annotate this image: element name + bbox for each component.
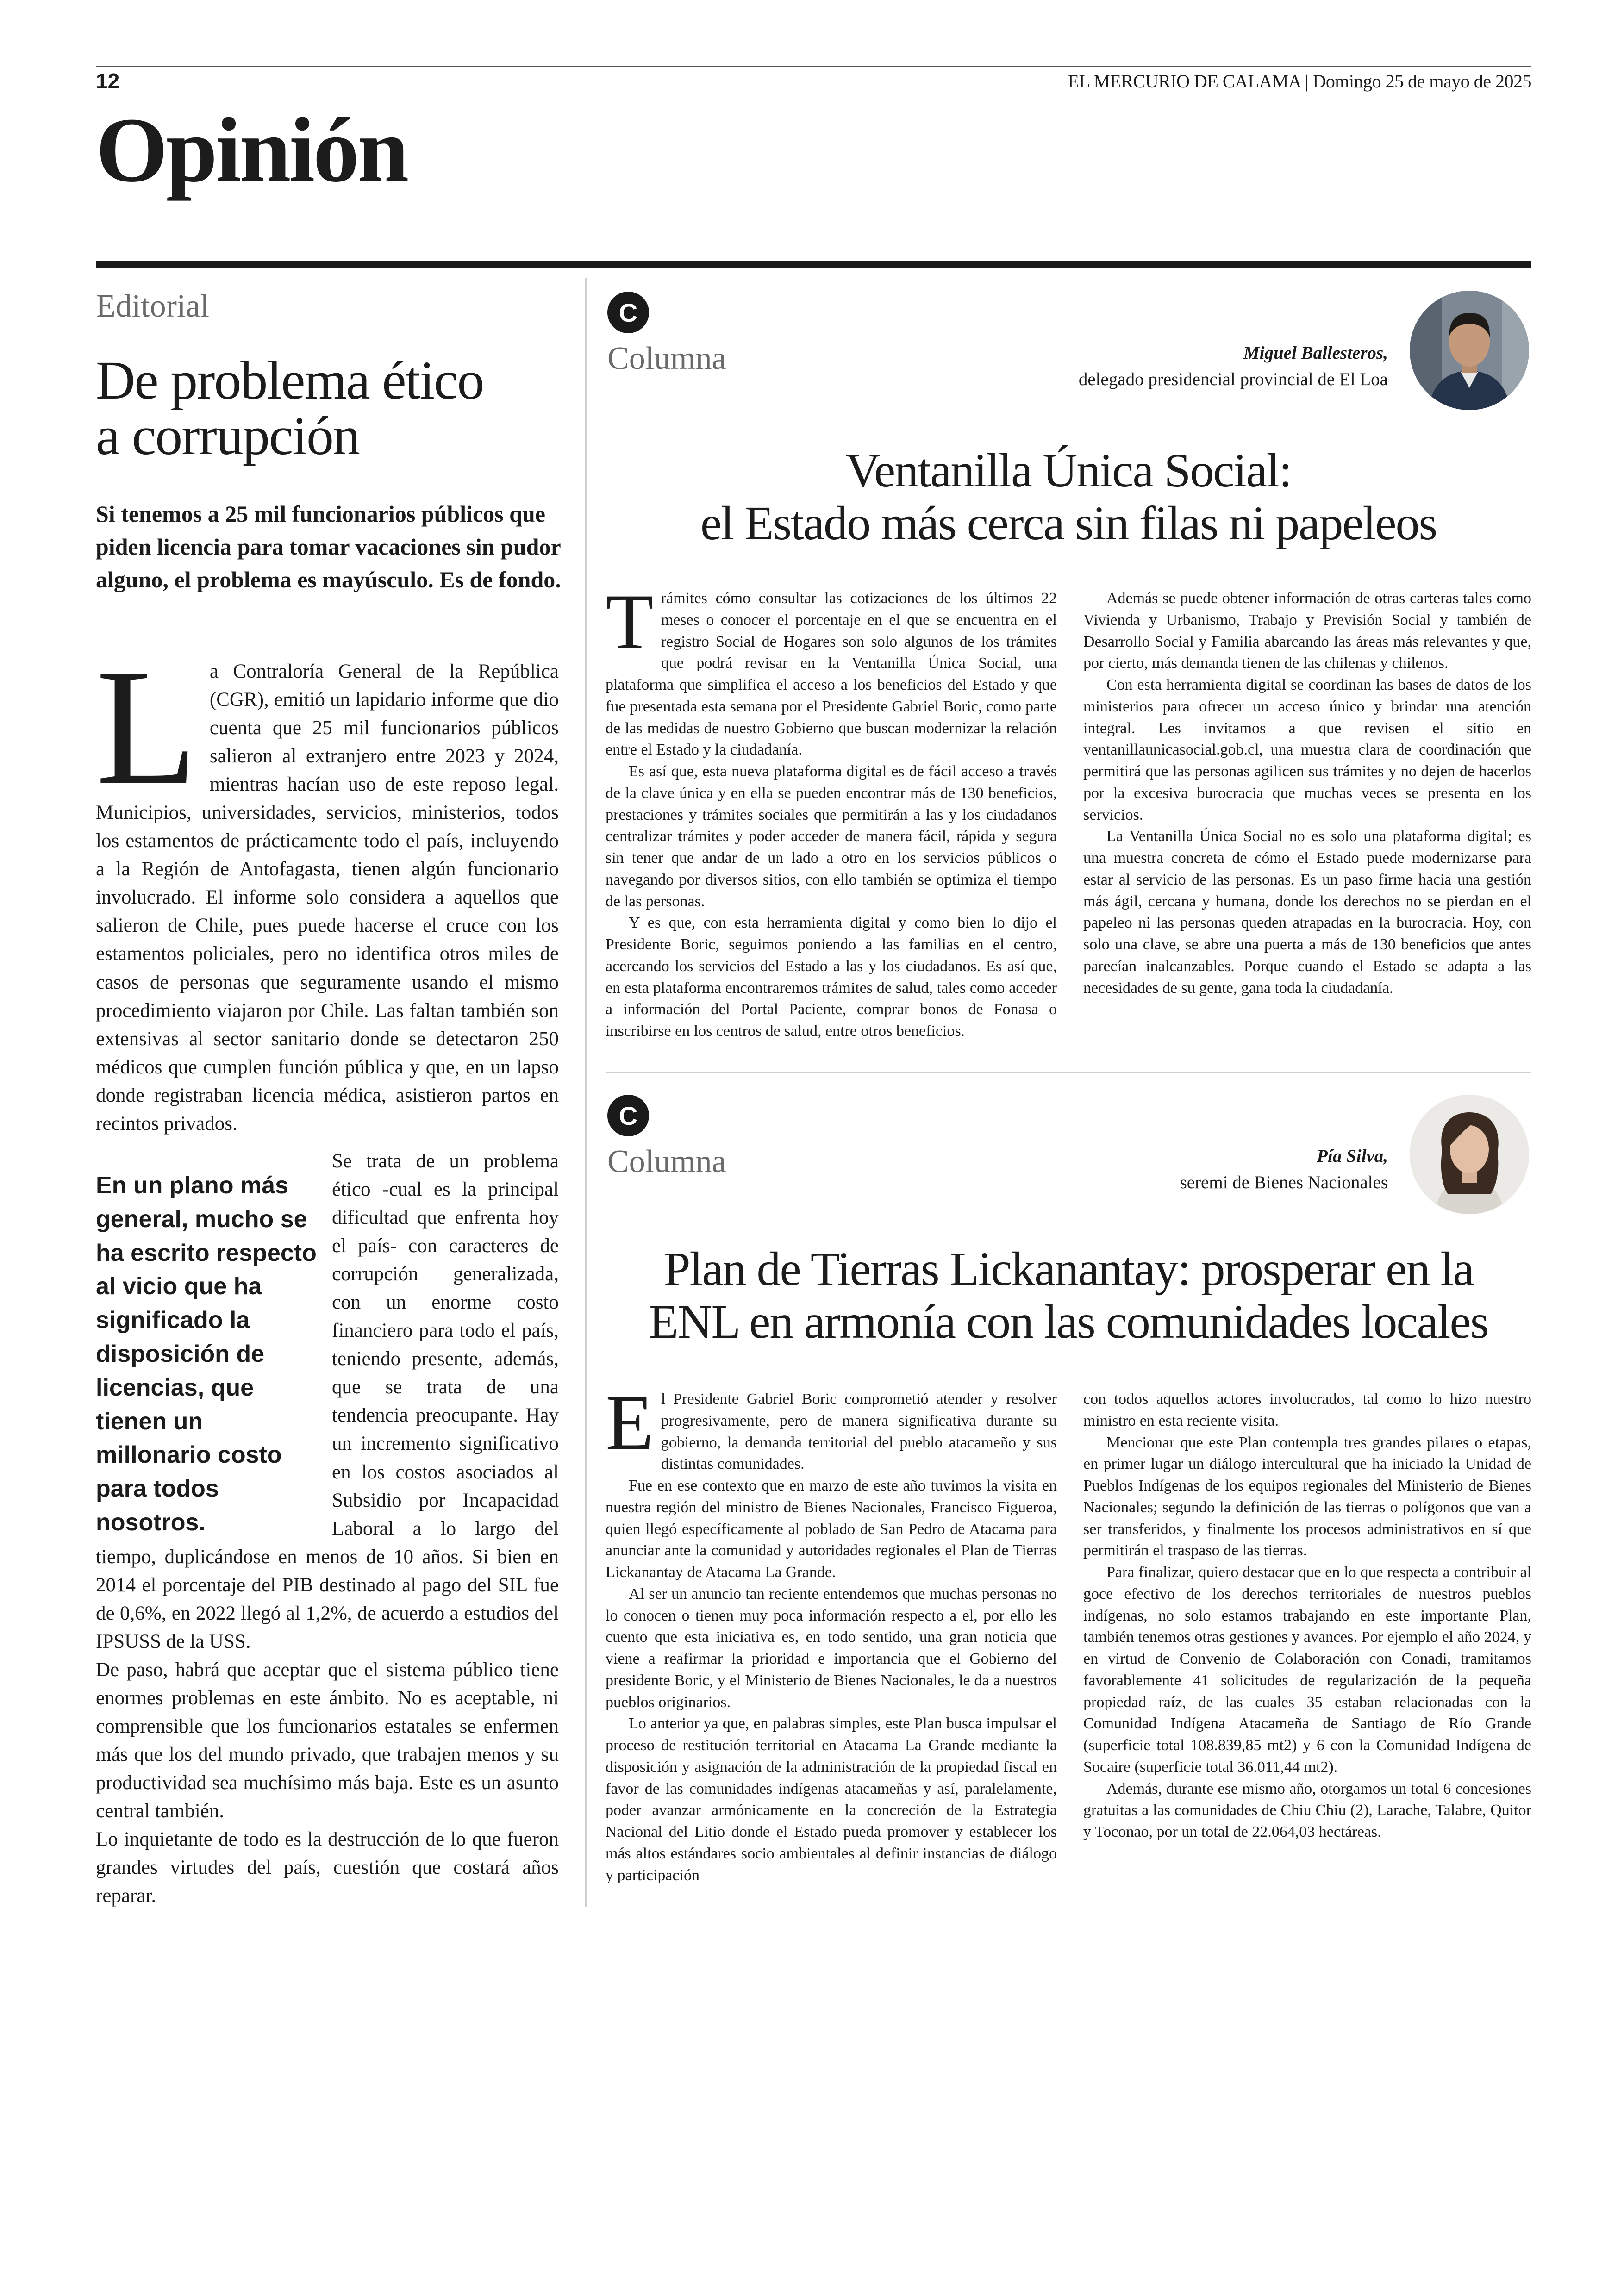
editorial-paragraph-1: a Contraloría General de la República (CGR), emitió un lapidario informe que dio cuenta que 25 mil funcionarios públicos salieron al extranjero entre 2023 y 2024, mientras hacían uso de este reposo legal. Municipios, universidades, servicios, ministerios, todos los estamentos de prácticamente todo el país, incluyendo a la Región de Antofagasta, tienen algún funcionario involucrado. El informe solo considera a aquellos que salieron de Chile, pues puede hacerse el cruce con los estamentos policiales, pero no identifica otros miles de casos de personas que seguramente usando el mismo procedimiento viajaron por Chile. Las faltan también son extensivas al sector sanitario donde se detectaron 250 médicos que cumplen función pública y que, en un lapso donde registraban licencia médica, asistieron partos en recintos privados. [96,661,559,1135]
editorial-kicker: Editorial [96,288,209,324]
column2-title [606,1243,1531,1349]
column2-paragraph: Lo anterior ya que, en palabras simples, este Plan busca impulsar el proceso de restitución territorial en Atacama La Grande mediante la disposición y asignación de la administración de la propiedad fiscal en favor de las comunidades indígenas atacameñas y así, paralelamente, poder avanzar armónicamente en la concreción de la Estrategia Nacional del Litio donde el Estado pueda promover y establecer los más altos estándares socio ambientales al definir instancias de diálogo y participación [606,1715,1057,1884]
column1-body-left [606,578,1057,1042]
column-badge-icon: C [607,1095,649,1136]
column1-title [606,444,1531,550]
editorial-pullquote: En un plano más general, mucho se ha escrito respecto al vicio que ha significado la disposición de licencias, que tienen un millonario costo para todos nosotros. [96,1172,317,1536]
section-rule [96,261,1531,268]
editorial-body-top [96,634,559,1138]
column2-paragraph: Mencionar que este Plan contempla tres grandes pilares o etapas, en primer lugar un diálogo intercultural que ha iniciado la Unidad de Pueblos Indígenas de los equipos regionales del Ministerio de Bienes Nacionales; segundo la definición de las tierras o polígonos que van a ser transferidos, y finalmente los procesos administrativos en sí que permitirán el traspaso de las tierras. [1083,1434,1531,1559]
page-number: 12 [96,69,120,93]
column2-author-name: Pía Silva, [1317,1146,1388,1166]
column1-paragraph: Es así que, esta nueva plataforma digital es de fácil acceso a través de la clave única y en ella se pueden encontrar más de 130 beneficios, prestaciones y trámites sociales que permitirán a las y los ciudadanos centralizar trámites y poder acceder de manera fácil, rápida y segura sin tener que andar de un lado a otro en los servicios públicos o navegando por diversos sitios, con ello también se optimiza el tiempo de las personas. [606,763,1057,910]
editorial-paragraph-3: De paso, habrá que aceptar que el sistema público tiene enormes problemas en este ámbito. No es aceptable, ni comprensible que los funcionarios estatales se enfermen más que los del mundo privado, que trabajen menos y su productividad sea muchísimo más baja. Este es un asunto central también. [96,1659,559,1822]
column1-dropcap: T [606,578,654,665]
column-badge-icon: C [607,292,649,333]
column2-paragraph: Para finalizar, quiero destacar que en lo que respecta a contribuir al goce efectivo de los derechos territoriales de nuestros pueblos indígenas, no solo estamos trabajando en este importante Plan, también tenemos otras gestiones y avances. Por ejemplo el año 2024, y en virtud de Convenio de Colaboración con Conadi, tramitamos favorablemente 41 solicitudes de regularización de la pequeña propiedad raíz, de las cuales 35 estaban relacionadas con la Comunidad Indígena Atacameña de Santiago de Río Grande (superficie total 108.839,85 mt2) y 6 con la Comunidad Indígena de Socaire (superficie total 36.011,44 mt2). [1083,1564,1531,1776]
editorial-title [96,350,573,467]
column2-byline [971,1143,1388,1196]
column2-paragraph: con todos aquellos actores involucrados, tal como lo hizo nuestro ministro en esta reciente visita. [1083,1391,1531,1429]
column1-title-line2: el Estado más cerca sin filas ni papeleos [700,497,1437,550]
column1-paragraph: La Ventanilla Única Social no es solo una plataforma digital; es una muestra concreta de cómo el Estado puede modernizarse para estar al servicio de las personas. Es un paso firme hacia una gestión más ágil, cercana y humana, donde los derechos no se pierdan en el papeleo ni las personas queden atrapadas en la burocracia. Hoy, con solo una clave, se abre una puerta a más de 130 beneficios que antes parecían inalcanzables. Porque cuando el Estado se adapta a las necesidades de su gente, gana toda la ciudadanía. [1083,828,1531,997]
woman-portrait-icon [1410,1095,1529,1214]
man-portrait-icon [1410,291,1529,410]
editorial-title-line1: De problema ético [96,350,484,411]
top-rule [96,66,1531,67]
column1-paragraph: Además se puede obtener información de otras carteras tales como Vivienda y Urbanismo, Trabajo y Previsión Social y también de Desarrollo Social y Familia abarcando las áreas más relevantes y que, por cierto, más demanda tienen de las chilenas y chilenos. [1083,590,1531,672]
column1-paragraph: rámites cómo consultar las cotizaciones de los últimos 22 meses o conocer el porcentaje en el que se encuentra en el registro Social de Hogares son solo algunos de los trámites que podrá revisar en la Ventanilla Única Social, una plataforma que simplifica el acceso a los beneficios del Estado y que fue presentada esta semana por el Presidente Gabriel Boric, como parte de las medidas de nuestro Gobierno que buscan modernizar la relación entre el Estado y la ciudadanía. [606,590,1057,759]
column2-author-role: seremi de Bienes Nacionales [1180,1172,1388,1192]
editorial-dropcap: L [96,634,198,819]
column2-title-line2: ENL en armonía con las comunidades locales [649,1295,1488,1349]
editorial-paragraph-4: Lo inquietante de todo es la destrucción de lo que fueron grandes virtudes del país, cuestión que costará años reparar. [96,1828,559,1907]
column2-body-left [606,1379,1057,1886]
column2-title-line1: Plan de Tierras Lickanantay: prosperar en la [663,1242,1474,1296]
column2-paragraph: Al ser un anuncio tan reciente entendemos que muchas personas no lo conocen o tienen muy poca información respecto a el, por ello les cuento que esta iniciativa es, en todo sentido, una gran noticia que viene a reafirmar la prioridad e importancia que el Gobierno del presidente Boric, y el Ministerio de Bienes Nacionales, le da a nuestros pueblos originarios. [606,1585,1057,1711]
column2-paragraph: l Presidente Gabriel Boric comprometió atender y resolver progresivamente, pero de manera significativa durante su gobierno, la demanda territorial del pueblo atacameño y sus distintas comunidades. [661,1391,1057,1473]
editorial-lede: Si tenemos a 25 mil funcionarios públicos que piden licencia para tomar vacaciones sin pudor alguno, el problema es mayúsculo. Es de fondo. [96,501,561,592]
column2-paragraph: Además, durante ese mismo año, otorgamos un total 6 concesiones gratuitas a las comunidades de Chiu Chiu (2), Larache, Talabre, Quitor y Toconao, por un total de 22.064,03 hectáreas. [1083,1780,1531,1840]
column2-kicker: Columna [607,1144,726,1179]
column2-dropcap: E [606,1379,654,1466]
column1-kicker: Columna [607,341,726,376]
column1-paragraph: Con esta herramienta digital se coordinan las bases de datos de los ministerios para ofrecer un acceso único y brindar una atención integral. Les invitamos a que revisen el sitio en ventanillaunicasocial.gob.cl, una muestra clara de coordinación que permitirá que las personas agilicen sus trámites y no dejen de hacerlos por la excesiva burocracia que muchas veces se presenta en los servicios. [1083,676,1531,823]
editorial-title-line2: a corrupción [96,405,359,467]
column2-author-avatar [1410,1095,1529,1214]
column1-author-name: Miguel Ballesteros, [1243,343,1388,363]
column1-body-right [1083,588,1531,999]
section-title: Opinión [96,99,407,201]
articles-divider [606,1072,1531,1073]
masthead: EL MERCURIO DE CALAMA | Domingo 25 de mayo de 2025 [1068,71,1531,92]
column2-body-right [1083,1389,1531,1843]
column2-paragraph: Fue en ese contexto que en marzo de este año tuvimos la visita en nuestra región del ministro de Bienes Nacionales, Francisco Figueroa, quien llegó específicamente al poblado de San Pedro de Atacama para anunciar ante la comunidad y autoridades regionales el Plan de Tierras Lickanantay de Atacama La Grande. [606,1477,1057,1581]
column1-byline [971,340,1388,393]
column1-author-avatar [1410,291,1529,410]
editorial-paragraph-2: Se trata de un problema ético -cual es la principal dificultad que enfrenta hoy el país- con caracteres de corrupción generalizada, con un enorme costo financiero para todo el país, teniendo presente, además, que se trata de una tendencia preocupante. Hay un incremento significativo en los costos asociados al Subsidio por Incapacidad Laboral a lo largo del tiempo, duplicándose en menos de 10 años. Si bien en 2014 el porcentaje del PIB destinado al pago del SIL fue de 0,6%, en 2022 llegó al 1,2%, de acuerdo a estudios del IPSUSS de la USS. [96,1150,559,1653]
editorial-body-bottom [96,1147,559,1910]
column1-paragraph: Y es que, con esta herramienta digital y como bien lo dijo el Presidente Boric, seguimos poniendo a las familias en el centro, acercando los servicios del Estado a las y los ciudadanos. Es así que, en esta plataforma encontraremos trámites de salud, tales como acceder a información del Portal Paciente, comprar bonos de Fonasa o inscribirse en los centros de salud, entre otros beneficios. [606,914,1057,1040]
column1-title-line1: Ventanilla Única Social: [845,444,1292,497]
column1-author-role: delegado presidencial provincial de El Loa [1078,369,1388,389]
column-divider [585,278,587,1907]
